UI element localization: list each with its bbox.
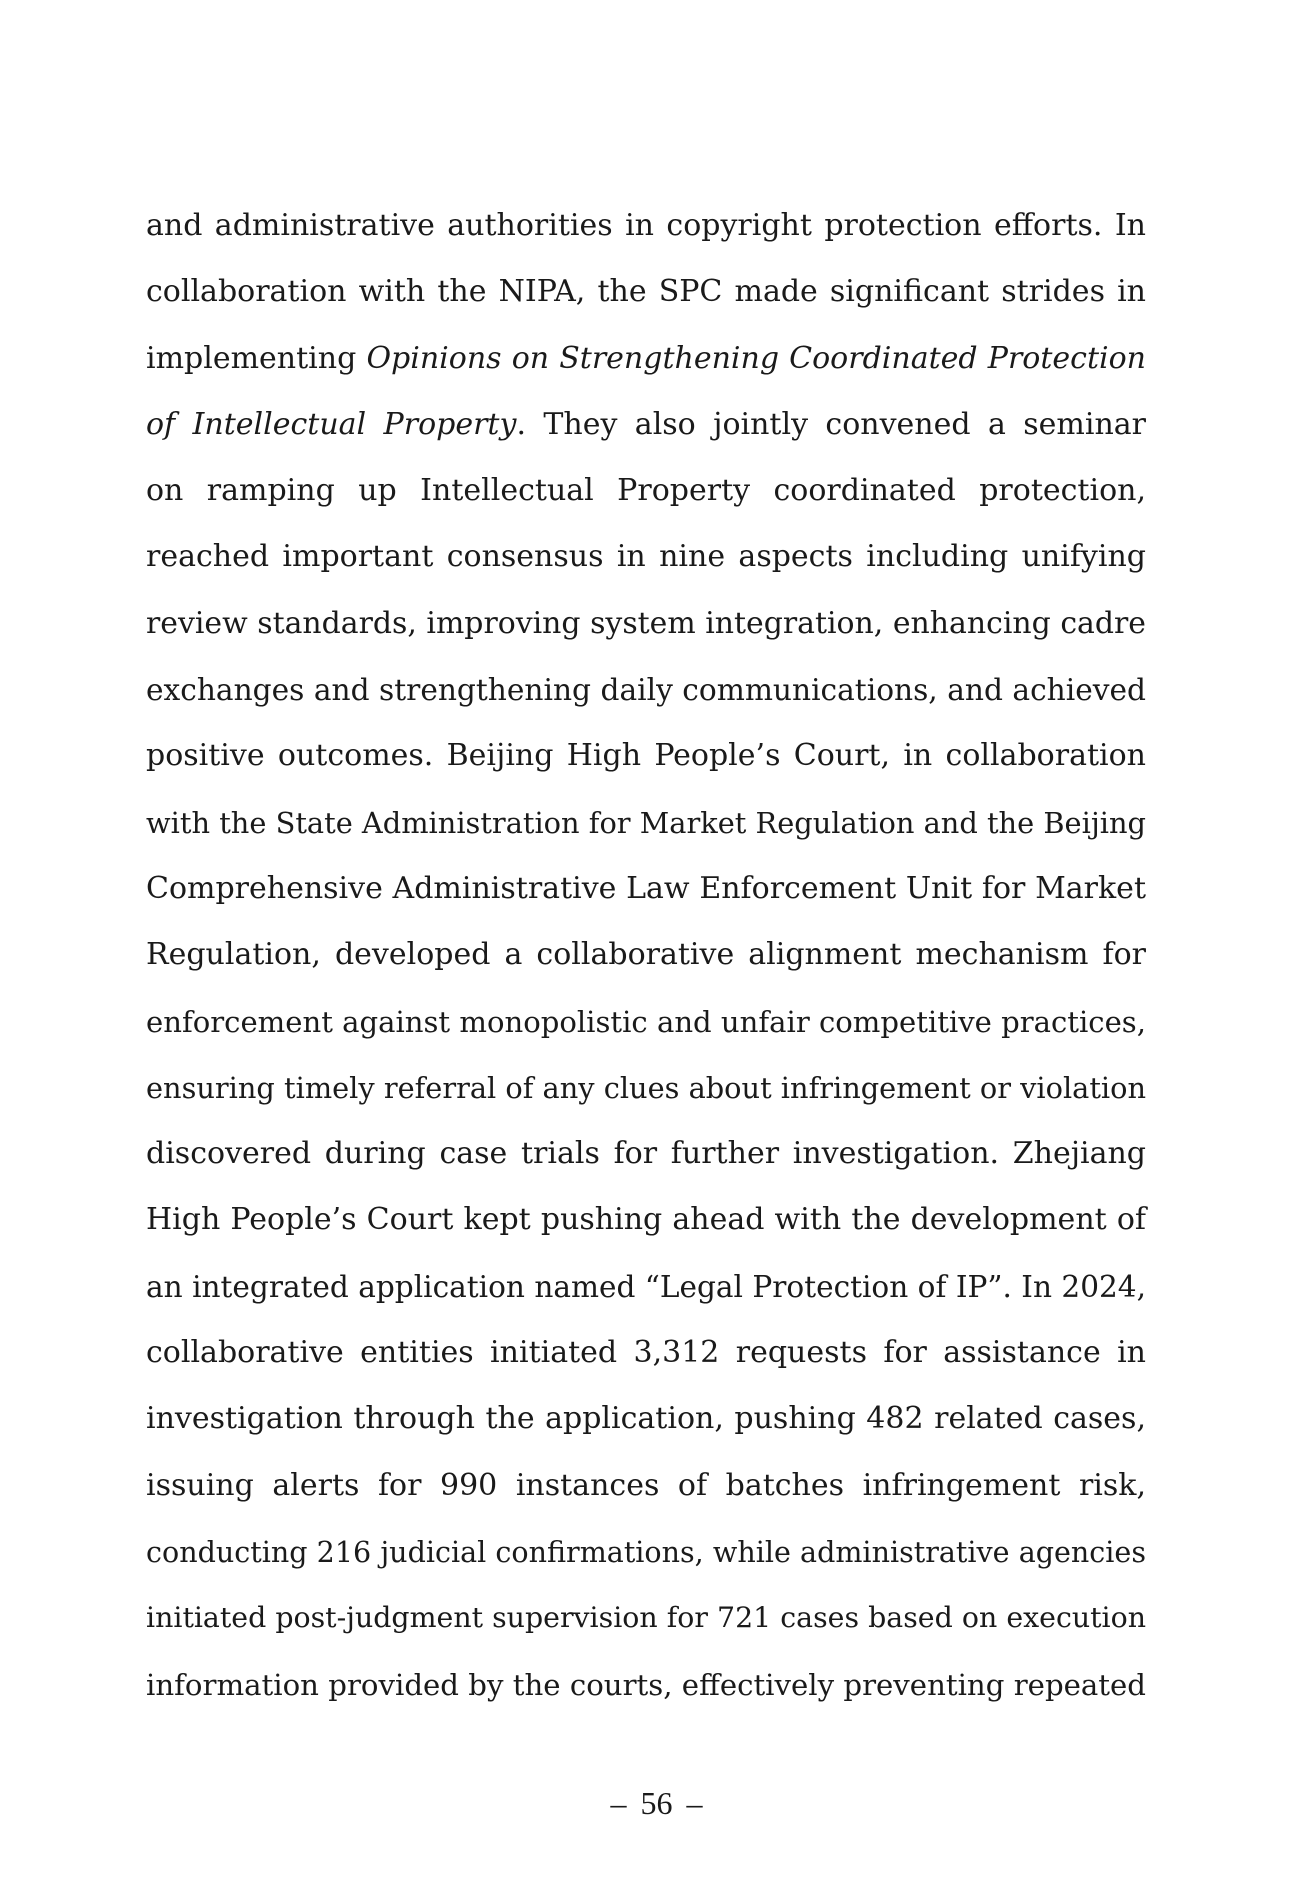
text-line: discovered during case trials for further investigation. Zhejiang: [146, 1136, 1146, 1172]
text-line: on ramping up Intellectual Property coordinated protection,: [146, 473, 1146, 509]
text-line: Comprehensive Administrative Law Enforcement Unit for Market: [146, 870, 1146, 906]
page-footer: [0, 1785, 1313, 1822]
text-line: Regulation, developed a collaborative alignment mechanism for: [146, 937, 1146, 973]
text-line: High People’s Court kept pushing ahead with the development of: [146, 1202, 1146, 1238]
text-line: with the State Administration for Market Regulation and the Beijing: [146, 805, 1146, 840]
text-line: [146, 326, 1146, 392]
text-segment: They also jointly convened a seminar: [525, 406, 1146, 442]
text-segment: .: [516, 406, 526, 442]
text-line: ensuring timely referral of any clues about infringement or violation: [146, 1070, 1146, 1105]
text-line: collaboration with the NIPA, the SPC made significant strides in: [146, 274, 1146, 310]
text-line: issuing alerts for 990 instances of batches infringement risk,: [146, 1467, 1146, 1503]
text-line: enforcement against monopolistic and unfair competitive practices,: [146, 1004, 1146, 1039]
text-line: review standards, improving system integration, enhancing cadre: [146, 605, 1146, 641]
body-paragraph: [146, 193, 1146, 1718]
text-line: positive outcomes. Beijing High People’s Court, in collaboration: [146, 738, 1146, 774]
text-line: exchanges and strengthening daily communications, and achieved: [146, 672, 1146, 708]
text-line: collaborative entities initiated 3,312 requests for assistance in: [146, 1335, 1146, 1371]
document-title-italic: Opinions on Strengthening Coordinated Protection: [366, 340, 1146, 376]
text-line: and administrative authorities in copyright protection efforts. In: [146, 208, 1146, 243]
text-segment: implementing: [146, 340, 367, 376]
text-line: an integrated application named “Legal Protection of IP”. In 2024,: [146, 1269, 1146, 1304]
footer-dash-left: –: [610, 1785, 627, 1821]
text-line: investigation through the application, pushing 482 related cases,: [146, 1401, 1146, 1437]
text-line: [146, 392, 1146, 458]
text-line: information provided by the courts, effectively preventing repeated: [146, 1667, 1146, 1702]
page-number: 56: [640, 1785, 673, 1821]
text-line: initiated post-judgment supervision for 721 cases based on execution: [146, 1601, 1146, 1635]
document-title-italic: of Intellectual Property: [146, 406, 517, 442]
text-line: reached important consensus in nine aspects including unifying: [146, 539, 1146, 575]
text-line: conducting 216 judicial confirmations, while administrative agencies: [146, 1534, 1146, 1569]
footer-dash-right: –: [686, 1785, 703, 1821]
